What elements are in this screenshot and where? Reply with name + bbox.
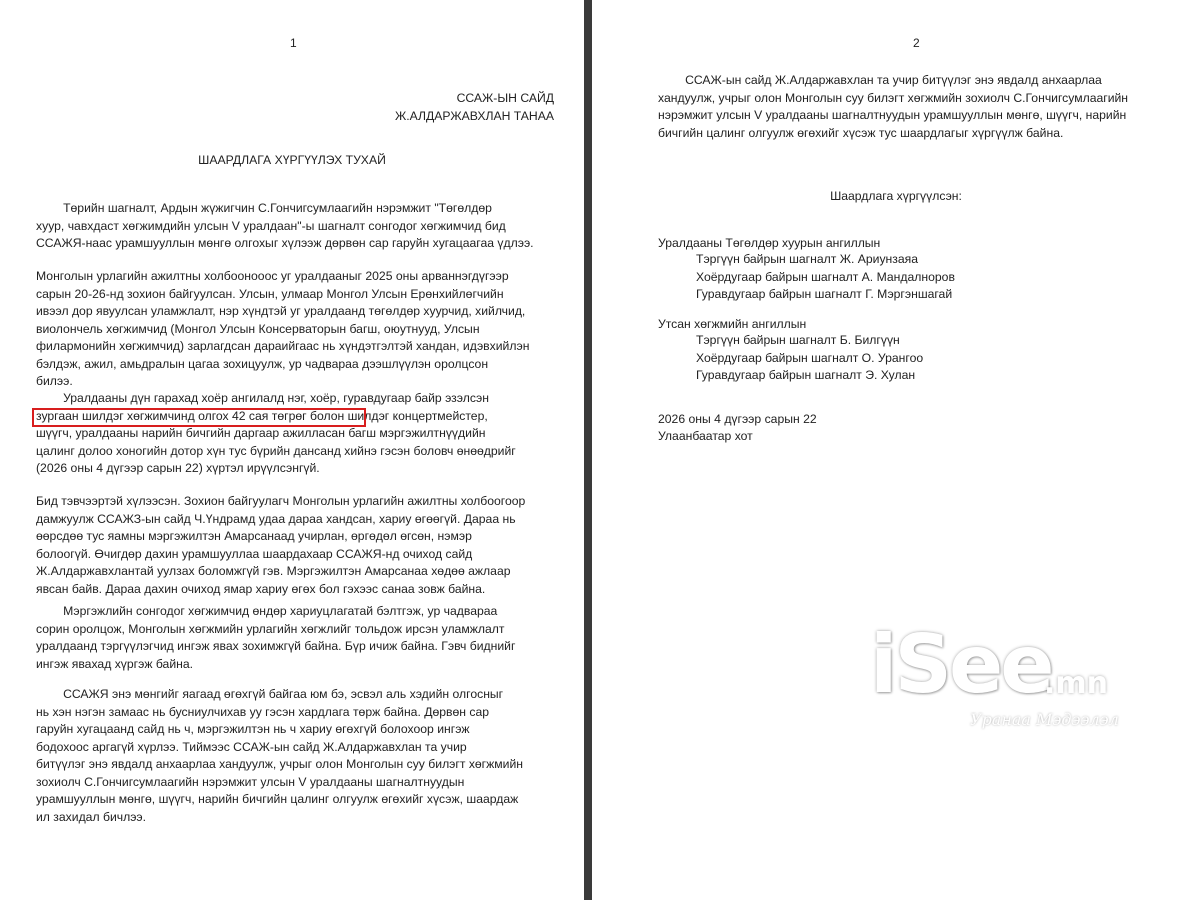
highlight-box: [32, 408, 366, 427]
group-members-strings: Тэргүүн байрын шагналт Б. Билгүүн Хоёрдугаар байрын шагналт О. Урангоо Гуравдугаар байрын шагналт Э. Хулан: [696, 333, 924, 382]
isee-watermark-logo: [870, 618, 1140, 738]
page-gutter: [584, 0, 592, 900]
page-number: 1: [290, 36, 297, 50]
group-heading-piano: Уралдааны Төгөлдөр хуурын ангиллын: [658, 236, 881, 250]
addressee: ССАЖ-ЫН САЙД Ж.АЛДАРЖАВХЛАН ТАНАА: [394, 91, 554, 123]
document-page-2: [592, 0, 1200, 900]
paragraph-suspicion: ССАЖЯ энэ мөнгийг яагаад өгөхгүй байгаа юм бэ, эсвэл аль хэдийн олгосныг нь хэн нэгэн замаас нь бусниулчихав уу гэсэн хардлага төрж байна. Дөрвөн сар гаруйн хугацаанд сайд нь ч, мэргэжилтэн нь ч хариу өгөхгүй болохоор ингэж бодохоос аргагүй хүрлээ. Тиймээс ССАЖ-ын сайд Ж.Алдаржавхлан та учир битүүлэг энэ явдалд анхаарлаа хандуулж, учрыг олон Монголын суу билэгт хөгжмийн зохиолч С.Гончигсумлаагийн нэрэмжит улсын V уралдааны шагналтнуудын урамшууллын мөнгө, шүүгч, нарийн бичгийн цалинг олгуулж өгөхийг хүсэж, шаардаж ил захидал бичлээ.: [36, 687, 524, 824]
logo-domain: .mn: [1044, 666, 1109, 701]
paragraph-shame: Мэргэжлийн сонгодог хөгжимчид өндөр хариуцлагатай бэлтгэж, ур чадвараа сорин оролцож, Монголын хөгжмийн урлагийн хөгжлийг тольдож ирсэн уламжлалт уралдаанд тэргүүлэгчид ингэж явах зохимжгүй байна. Бүр ичиж байна. Гэвч биднийг ингэж явахад хүргэж байна.: [36, 604, 516, 671]
document-title: ШААРДЛАГА ХҮРГҮҮЛЭХ ТУХАЙ: [198, 153, 386, 167]
logo-signature: Уранаа Мэдээлэл: [970, 710, 1119, 729]
paragraph-intro: Төрийн шагналт, Ардын жүжигчин С.Гончигсумлаагийн нэрэмжит "Төгөлдөр хуур, чавхдаст хөгжимдийн улсын V уралдаан"-ы шагналт сонгодог хөгжимчид бид ССАЖЯ-наас урамшууллын мөнгө олгохыг хүлээж дөрвөн сар гаруйн хугацаагаа үдлээ.: [36, 201, 534, 250]
signatories-label: Шаардлага хүргүүлсэн:: [830, 189, 962, 203]
document-city: Улаанбаатар хот: [658, 429, 753, 443]
paragraph-attempts: Бид тэвчээртэй хүлээсэн. Зохион байгуулагч Монголын урлагийн ажилтны холбоогоор дамжуулж ССАЖЗ-ын сайд Ч.Үндрамд удаа дараа хандсан, хариу өгөөгүй. Дараа нь өөрсдөө тус яамны мэргэжилтэн Амарсанаад учирлан, өргөдөл өгсөн, нэмэр болоогүй. Өчигдөр дахин урамшууллаа шаардахаар ССАЖЯ-нд очиход сайд Ж.Алдаржавхлантай уулзах боломжгүй гэв. Мэргэжилтэн Амарсанаа хөдөө ажлаар явсан байв. Дараа дахин очиход ямар хариу өгөх бол гэхээс санаа зовж байна.: [36, 494, 526, 596]
document-page-1: [0, 0, 584, 900]
group-members-piano: Тэргүүн байрын шагналт Ж. Ариунзаяа Хоёрдугаар байрын шагналт А. Мандалноров Гуравдугаар байрын шагналт Г. Мэргэншагай: [696, 252, 955, 301]
paragraph-background: Монголын урлагийн ажилтны холбоонооос уг уралдааныг 2025 оны арваннэгдүгээр сарын 20-26-нд зохион байгуулсан. Улсын, улмаар Монгол Улсын Ерөнхийлөгчийн ивээл дор явуулсан уламжлалт, нэр хүндтэй уг уралдаанд төгөлдөр хуурчид, хийлчид, виолончель хөгжимчид (Монгол Улсын Консерваторын багш, оюутнууд, Улсын филармонийн хөгжимчид) зарлагдсан дараийгаас нь хүндэтгэлтэй хандан, идэвхийлэн бэлдэж, ажил, амьдралын цагаа зохицуулж, ур чадвараа дээшлүүлэн оролцсон билээ.: [36, 269, 530, 388]
paragraph-request: ССАЖ-ын сайд Ж.Алдаржавхлан та учир битүүлэг энэ явдалд анхаарлаа хандуулж, учрыг олон Монголын суу билэгт хөгжмийн зохиолч С.Гончигсумлаагийн нэрэмжит улсын V уралдааны шагналтнуудын урамшууллын мөнгө, шүүгч, нарийн бичгийн цалинг олгуулж өгөхийг хүсэж тус шаардлагыг хүргүүлж байна.: [658, 73, 1129, 140]
logo-brand: iSee: [870, 618, 1052, 711]
page-number: 2: [913, 36, 920, 50]
document-date: 2026 оны 4 дүгээр сарын 22: [658, 412, 817, 426]
paragraph-results: Уралдааны дүн гарахад хоёр ангилалд нэг, хоёр, гуравдугаар байр эзэлсэн зургаан шилдэг хөгжимчинд олгох 42 сая төгрөг болон шилдэг концертмейстер, шүүгч, уралдааны нарийн бичгийн даргаар ажилласан багш мэргэжилтнүүдийн цалинг долоо хоногийн дотор хүн тус бүрийн дансанд хийнэ гэсэн боловч өнөөдрийг (2026 оны 4 дүгээр сарын 22) хүртэл ирүүлсэнгүй.: [36, 391, 516, 475]
group-heading-strings: Утсан хөгжмийн ангиллын: [658, 317, 807, 331]
